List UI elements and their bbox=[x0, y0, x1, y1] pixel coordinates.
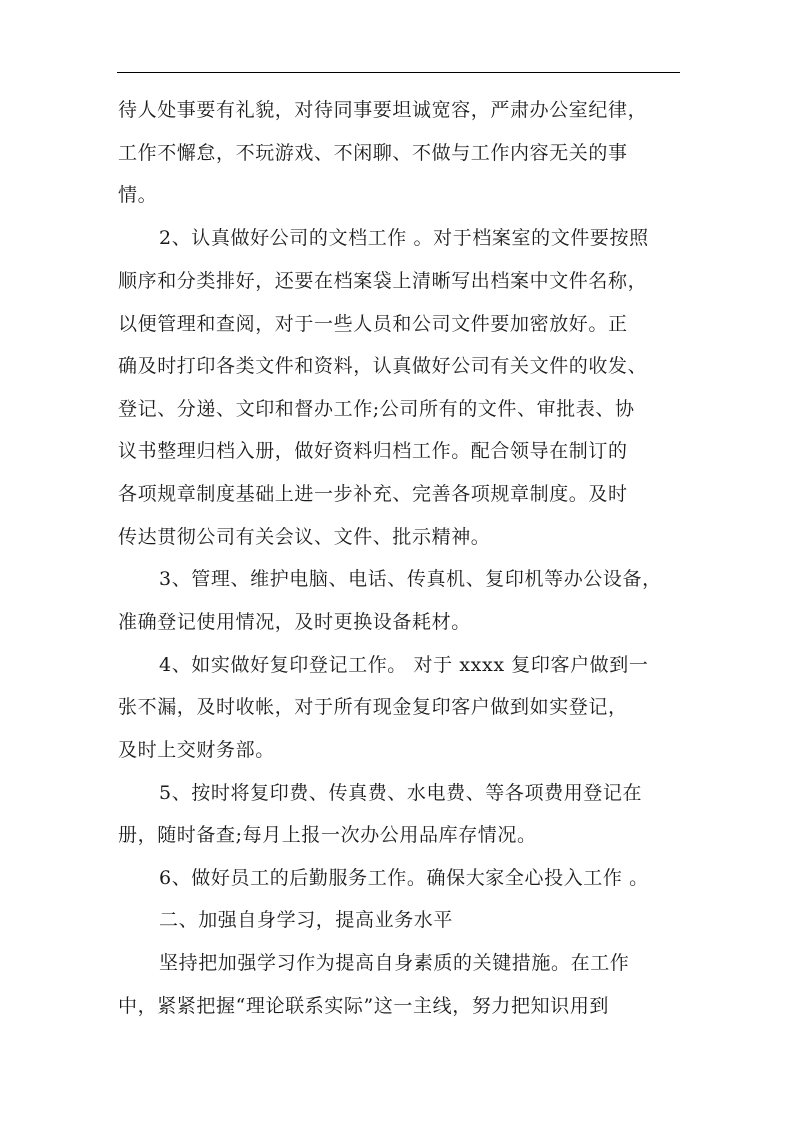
text-line: 工作不懈怠，不玩游戏、不闲聊、不做与工作内容无关的事 bbox=[118, 142, 628, 164]
text-line: 登记、分递、文印和督办工作;公司所有的文件、审批表、协 bbox=[118, 398, 635, 420]
text-line: 坚持把加强学习作为提高自身素质的关键措施。在工作 bbox=[159, 952, 630, 974]
text-line: 待人处事要有礼貌，对待同事要坦诚宽容，严肃办公室纪律， bbox=[118, 99, 648, 121]
text-line: 准确登记使用情况，及时更换设备耗材。 bbox=[118, 611, 471, 633]
text-line: 二、加强自身学习，提高业务水平 bbox=[159, 909, 454, 931]
text-line: 确及时打印各类文件和资料，认真做好公司有关文件的收发、 bbox=[118, 355, 648, 377]
text-line: 册，随时备查;每月上报一次办公用品库存情况。 bbox=[118, 824, 537, 846]
text-line: 情。 bbox=[118, 184, 158, 206]
text-line: 张不漏，及时收帐，对于所有现金复印客户做到如实登记， bbox=[118, 696, 628, 718]
text-line: 各项规章制度基础上进一步补充、完善各项规章制度。及时 bbox=[118, 483, 628, 505]
text-line: 顺序和分类排好，还要在档案袋上清晰写出档案中文件名称， bbox=[118, 270, 648, 292]
text-line: 3、管理、维护电脑、电话、传真机、复印机等办公设备， bbox=[159, 568, 662, 590]
text-line: 5、按时将复印费、传真费、水电费、等各项费用登记在 bbox=[159, 782, 643, 804]
header-rule bbox=[117, 72, 680, 73]
text-line: 传达贯彻公司有关会议、文件、批示精神。 bbox=[118, 526, 491, 548]
text-line: 4、如实做好复印登记工作。 对于 xxxx 复印客户做到一 bbox=[159, 654, 649, 676]
text-line: 2、认真做好公司的文档工作 。对于档案室的文件要按照 bbox=[159, 227, 649, 249]
text-line: 及时上交财务部。 bbox=[118, 739, 275, 761]
text-line: 议书整理归档入册，做好资料归档工作。配合领导在制订的 bbox=[118, 440, 628, 462]
text-line: 6、做好员工的后勤服务工作。确保大家全心投入工作 。 bbox=[159, 867, 649, 889]
text-line: 以便管理和查阅，对于一些人员和公司文件要加密放好。正 bbox=[118, 313, 628, 335]
text-line: 中，紧紧把握“理论联系实际”这一主线，努力把知识用到 bbox=[118, 995, 610, 1017]
